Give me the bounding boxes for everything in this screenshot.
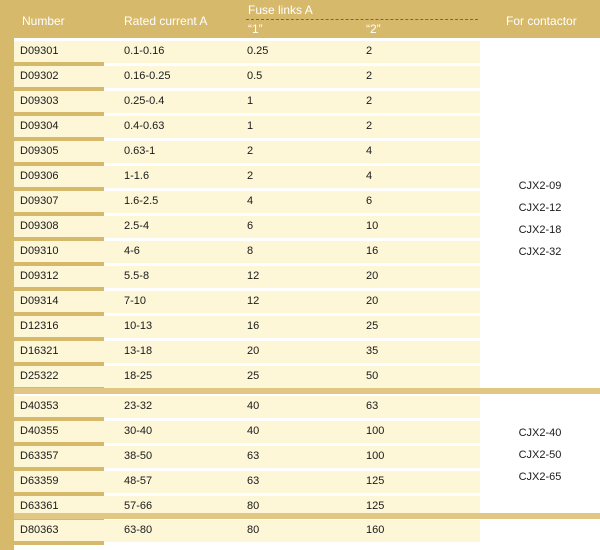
table-row <box>14 520 480 542</box>
row-fuse-1: 12 <box>247 270 260 282</box>
row-number: D09305 <box>20 145 59 157</box>
row-fuse-1: 8 <box>247 245 254 257</box>
row-number: D09306 <box>20 170 59 182</box>
table-row <box>14 266 480 288</box>
table-row <box>14 341 480 363</box>
row-number: D09310 <box>20 245 59 257</box>
row-fuse-1: 80 <box>247 500 260 512</box>
row-fuse-2: 4 <box>366 145 373 157</box>
row-fuse-2: 16 <box>366 245 379 257</box>
contactor-item: CJX2-09 <box>518 180 562 192</box>
row-fuse-1: 1 <box>247 95 254 107</box>
row-fuse-2: 125 <box>366 475 385 487</box>
row-number: D63357 <box>20 450 59 462</box>
row-fuse-1: 20 <box>247 345 260 357</box>
row-fuse-2: 6 <box>366 195 373 207</box>
table-row <box>14 66 480 88</box>
row-rated-current: 4-6 <box>124 245 140 257</box>
row-fuse-1: 16 <box>247 320 260 332</box>
row-fuse-2: 2 <box>366 70 373 82</box>
header-dashed-line <box>246 19 478 20</box>
table-row <box>14 91 480 113</box>
row-number: D09304 <box>20 120 59 132</box>
table-row <box>14 291 480 313</box>
row-fuse-2: 10 <box>366 220 379 232</box>
row-number: D09307 <box>20 195 59 207</box>
row-fuse-1: 4 <box>247 195 254 207</box>
row-number: D63361 <box>20 500 59 512</box>
row-rated-current: 1-1.6 <box>124 170 150 182</box>
row-fuse-1: 12 <box>247 295 260 307</box>
row-fuse-1: 6 <box>247 220 254 232</box>
row-number: D09314 <box>20 295 59 307</box>
contactor-item: CJX2-18 <box>518 224 562 236</box>
table-row <box>14 316 480 338</box>
table-row <box>14 141 480 163</box>
header-for-contactor: For contactor <box>506 14 577 28</box>
header-fuse-col1: “1” <box>248 22 263 36</box>
table-row <box>14 471 480 493</box>
row-fuse-1: 1 <box>247 120 254 132</box>
row-number: D12316 <box>20 320 59 332</box>
row-fuse-2: 160 <box>366 524 385 536</box>
row-fuse-2: 4 <box>366 170 373 182</box>
row-number: D09301 <box>20 45 59 57</box>
row-number: D80363 <box>20 524 59 536</box>
row-fuse-1: 40 <box>247 425 260 437</box>
row-rated-current: 13-18 <box>124 345 153 357</box>
row-number: D40353 <box>20 400 59 412</box>
row-number: D09312 <box>20 270 59 282</box>
contactor-item: CJX2-32 <box>518 246 562 258</box>
header-fuse-col2: “2” <box>366 22 381 36</box>
row-fuse-1: 2 <box>247 170 254 182</box>
row-fuse-2: 100 <box>366 450 385 462</box>
contactor-item: CJX2-65 <box>518 471 562 483</box>
table-row <box>14 396 480 418</box>
table-header <box>0 0 600 38</box>
row-rated-current: 57-66 <box>124 500 153 512</box>
row-rated-current: 1.6-2.5 <box>124 195 159 207</box>
row-separator <box>14 541 104 545</box>
table-row <box>14 366 480 388</box>
row-fuse-2: 2 <box>366 45 373 57</box>
row-fuse-1: 63 <box>247 450 260 462</box>
row-number: D40355 <box>20 425 59 437</box>
row-rated-current: 2.5-4 <box>124 220 150 232</box>
row-fuse-2: 20 <box>366 295 379 307</box>
row-fuse-2: 2 <box>366 120 373 132</box>
row-rated-current: 0.16-0.25 <box>124 70 171 82</box>
row-rated-current: 5.5-8 <box>124 270 150 282</box>
row-rated-current: 18-25 <box>124 370 153 382</box>
row-fuse-2: 2 <box>366 95 373 107</box>
left-accent-stripe <box>0 38 14 550</box>
row-rated-current: 10-13 <box>124 320 153 332</box>
row-number: D09308 <box>20 220 59 232</box>
table-row <box>14 421 480 443</box>
table-row <box>14 191 480 213</box>
group-divider <box>14 513 600 519</box>
row-rated-current: 38-50 <box>124 450 153 462</box>
contactor-item: CJX2-40 <box>518 427 562 439</box>
contactor-item: CJX2-50 <box>518 449 562 461</box>
row-number: D25322 <box>20 370 59 382</box>
row-rated-current: 30-40 <box>124 425 153 437</box>
row-rated-current: 23-32 <box>124 400 153 412</box>
row-fuse-2: 100 <box>366 425 385 437</box>
table-row <box>14 241 480 263</box>
row-fuse-1: 0.25 <box>247 45 269 57</box>
row-rated-current: 0.25-0.4 <box>124 95 165 107</box>
row-number: D16321 <box>20 345 59 357</box>
row-fuse-1: 2 <box>247 145 254 157</box>
contactor-item: CJX2-12 <box>518 202 562 214</box>
row-rated-current: 0.1-0.16 <box>124 45 165 57</box>
group-divider <box>14 388 600 394</box>
contactor-group-2 <box>480 422 600 488</box>
header-rated-current: Rated current A <box>124 14 208 28</box>
row-fuse-2: 50 <box>366 370 379 382</box>
row-fuse-2: 20 <box>366 270 379 282</box>
row-rated-current: 0.63-1 <box>124 145 156 157</box>
row-fuse-2: 125 <box>366 500 385 512</box>
row-rated-current: 63-80 <box>124 524 153 536</box>
contactor-group-1 <box>480 175 600 263</box>
row-fuse-1: 40 <box>247 400 260 412</box>
table-row <box>14 216 480 238</box>
row-fuse-2: 25 <box>366 320 379 332</box>
row-fuse-1: 0.5 <box>247 70 263 82</box>
row-fuse-2: 35 <box>366 345 379 357</box>
row-rated-current: 48-57 <box>124 475 153 487</box>
table-row <box>14 116 480 138</box>
row-fuse-2: 63 <box>366 400 379 412</box>
row-number: D09302 <box>20 70 59 82</box>
table-row <box>14 166 480 188</box>
header-fuse-links: Fuse links A <box>248 3 313 17</box>
header-number: Number <box>22 14 65 28</box>
row-rated-current: 0.4-0.63 <box>124 120 165 132</box>
row-fuse-1: 63 <box>247 475 260 487</box>
row-number: D63359 <box>20 475 59 487</box>
table-row <box>14 41 480 63</box>
table-row <box>14 446 480 468</box>
row-number: D09303 <box>20 95 59 107</box>
row-rated-current: 7-10 <box>124 295 147 307</box>
row-fuse-1: 80 <box>247 524 260 536</box>
row-fuse-1: 25 <box>247 370 260 382</box>
